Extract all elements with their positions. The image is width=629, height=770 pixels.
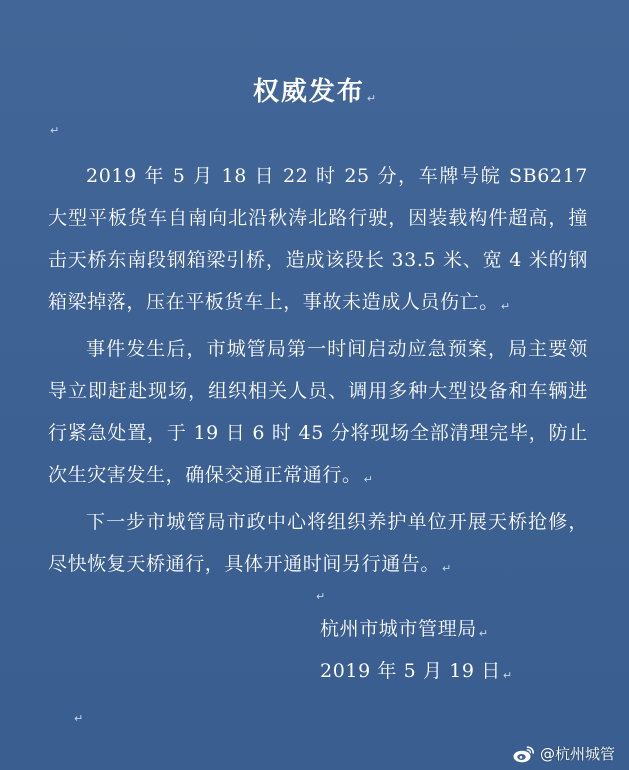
paragraph-mark-icon: ↵: [74, 712, 84, 725]
signature-date: [320, 650, 580, 697]
paragraph-next-steps: [48, 501, 588, 590]
document-body: [48, 155, 588, 590]
paragraph-text: 2019 年 5 月 18 日 22 时 25 分，车牌号皖 SB6217 大型平板货车自南向北沿秋涛北路行驶，因装载构件超高，撞击天桥东南段钢箱梁引桥，造成该段长 33.5 米、宽 4 米的钢箱梁掉落，压在平板货车上，事故未造成人员伤亡。: [48, 165, 588, 313]
paragraph-text: 下一步市城管局市政中心将组织养护单位开展天桥抢修，尽快恢复天桥通行，具体开通时间另行通告。: [48, 511, 588, 575]
watermark-text: @杭州城管: [539, 745, 615, 763]
signature-org-text: 杭州市城市管理局: [320, 618, 477, 640]
paragraph-mark-icon: ↵: [502, 669, 513, 682]
paragraph-mark-icon: ↵: [442, 562, 452, 575]
weibo-watermark: [512, 743, 615, 764]
paragraph-mark-icon: ↵: [50, 124, 60, 137]
paragraph-mark-icon: ↵: [478, 627, 489, 640]
weibo-icon: [512, 744, 536, 764]
paragraph-response: [48, 328, 588, 501]
signature-date-text: 2019 年 5 月 19 日: [320, 660, 501, 682]
paragraph-incident: [48, 155, 588, 328]
document-title: [0, 72, 629, 119]
paragraph-mark-icon: ↵: [316, 590, 326, 603]
signature-organization: [320, 608, 580, 655]
paragraph-mark-icon: ↵: [363, 473, 373, 486]
paragraph-mark-icon: ↵: [366, 92, 377, 105]
title-text: 权威发布: [252, 77, 365, 107]
paragraph-text: 事件发生后，市城管局第一时间启动应急预案，局主要领导立即赶赴现场，组织相关人员、调用多种大型设备和车辆进行紧急处置，于 19 日 6 时 45 分将现场全部清理完毕，防止次生灾害发生，确保交通正常通行。: [48, 338, 588, 486]
paragraph-mark-icon: ↵: [500, 300, 511, 313]
